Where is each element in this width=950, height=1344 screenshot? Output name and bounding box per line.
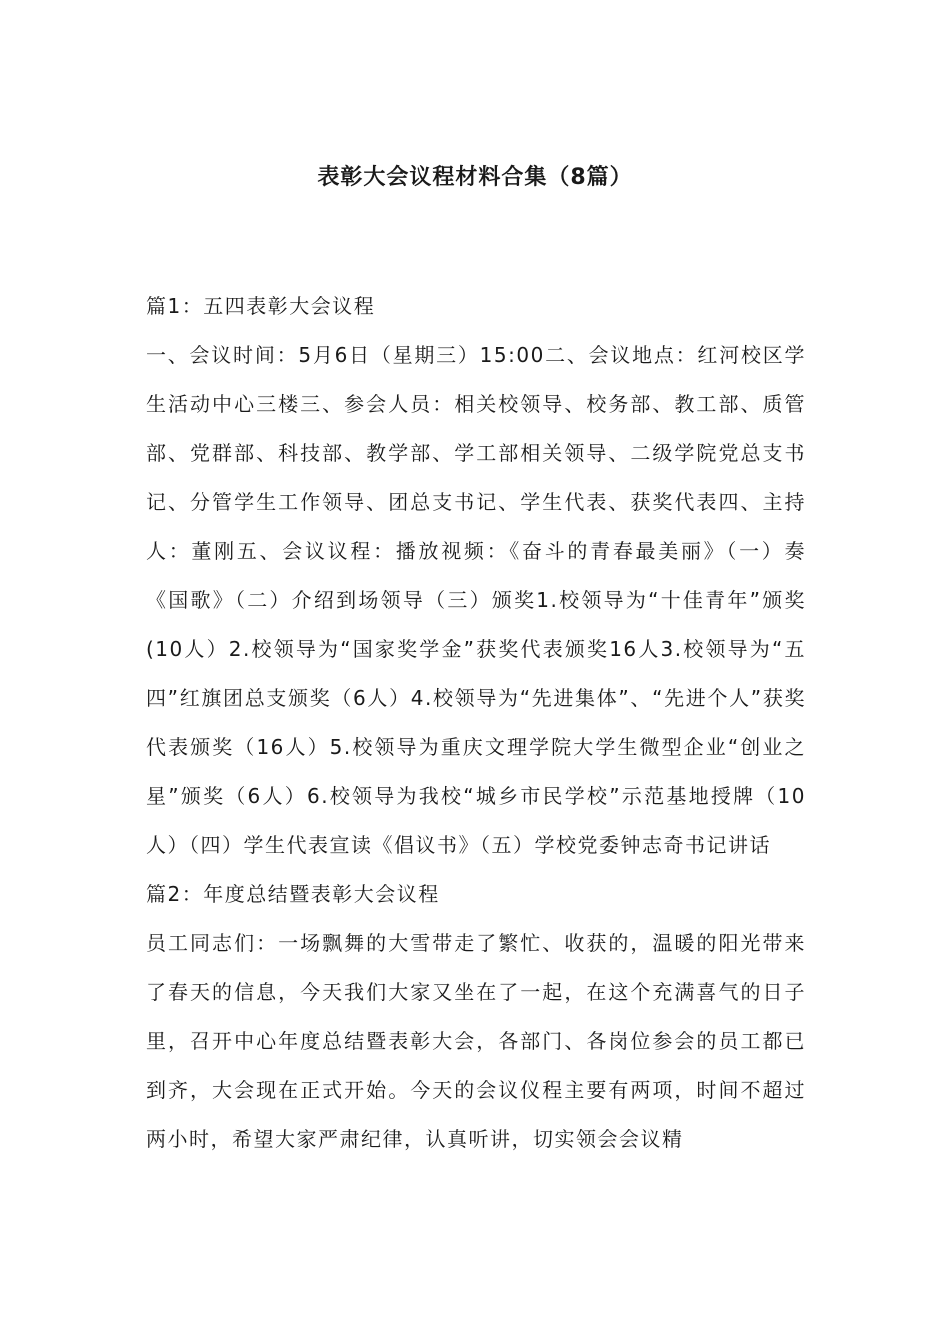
section-heading: 篇2：年度总结暨表彰大会议程 (146, 882, 440, 906)
section-paragraph: 一、会议时间：5月6日（星期三）15:00二、会议地点：红河校区学生活动中心三楼三、参会人员：相关校领导、校务部、教工部、质管部、党群部、科技部、教学部、学工部相关领导、二级学院党总支书记、分管学生工作领导、团总支书记、学生代表、获奖代表四、主持人：董刚五、会议议程：播放视频：《奋斗的青春最美丽》（一）奏《国歌》（二）介绍到场领导（三）颁奖1.校领导为“十佳青年”颁奖(10人）2.校领导为“国家奖学金”获奖代表颁奖16人3.校领导为“五四”红旗团总支颁奖（6人）4.校领导为“先进集体”、“先进个人”获奖代表颁奖（16人）5.校领导为重庆文理学院大学生微型企业“创业之星”颁奖（6人）6.校领导为我校“城乡市民学校”示范基地授牌（10人）（四）学生代表宣读《倡议书》（五）学校党委钟志奇书记讲话 (146, 343, 806, 857)
section-heading: 篇1：五四表彰大会议程 (146, 294, 376, 318)
document-body (146, 282, 806, 1164)
section-paragraph: 员工同志们：一场飘舞的大雪带走了繁忙、收获的，温暖的阳光带来了春天的信息，今天我们大家又坐在了一起，在这个充满喜气的日子里，召开中心年度总结暨表彰大会，各部门、各岗位参会的员工都已到齐，大会现在正式开始。今天的会议仪程主要有两项，时间不超过两小时，希望大家严肃纪律，认真听讲，切实领会会议精 (146, 931, 806, 1151)
document-title: 表彰大会议程材料合集（8篇） (317, 165, 633, 190)
